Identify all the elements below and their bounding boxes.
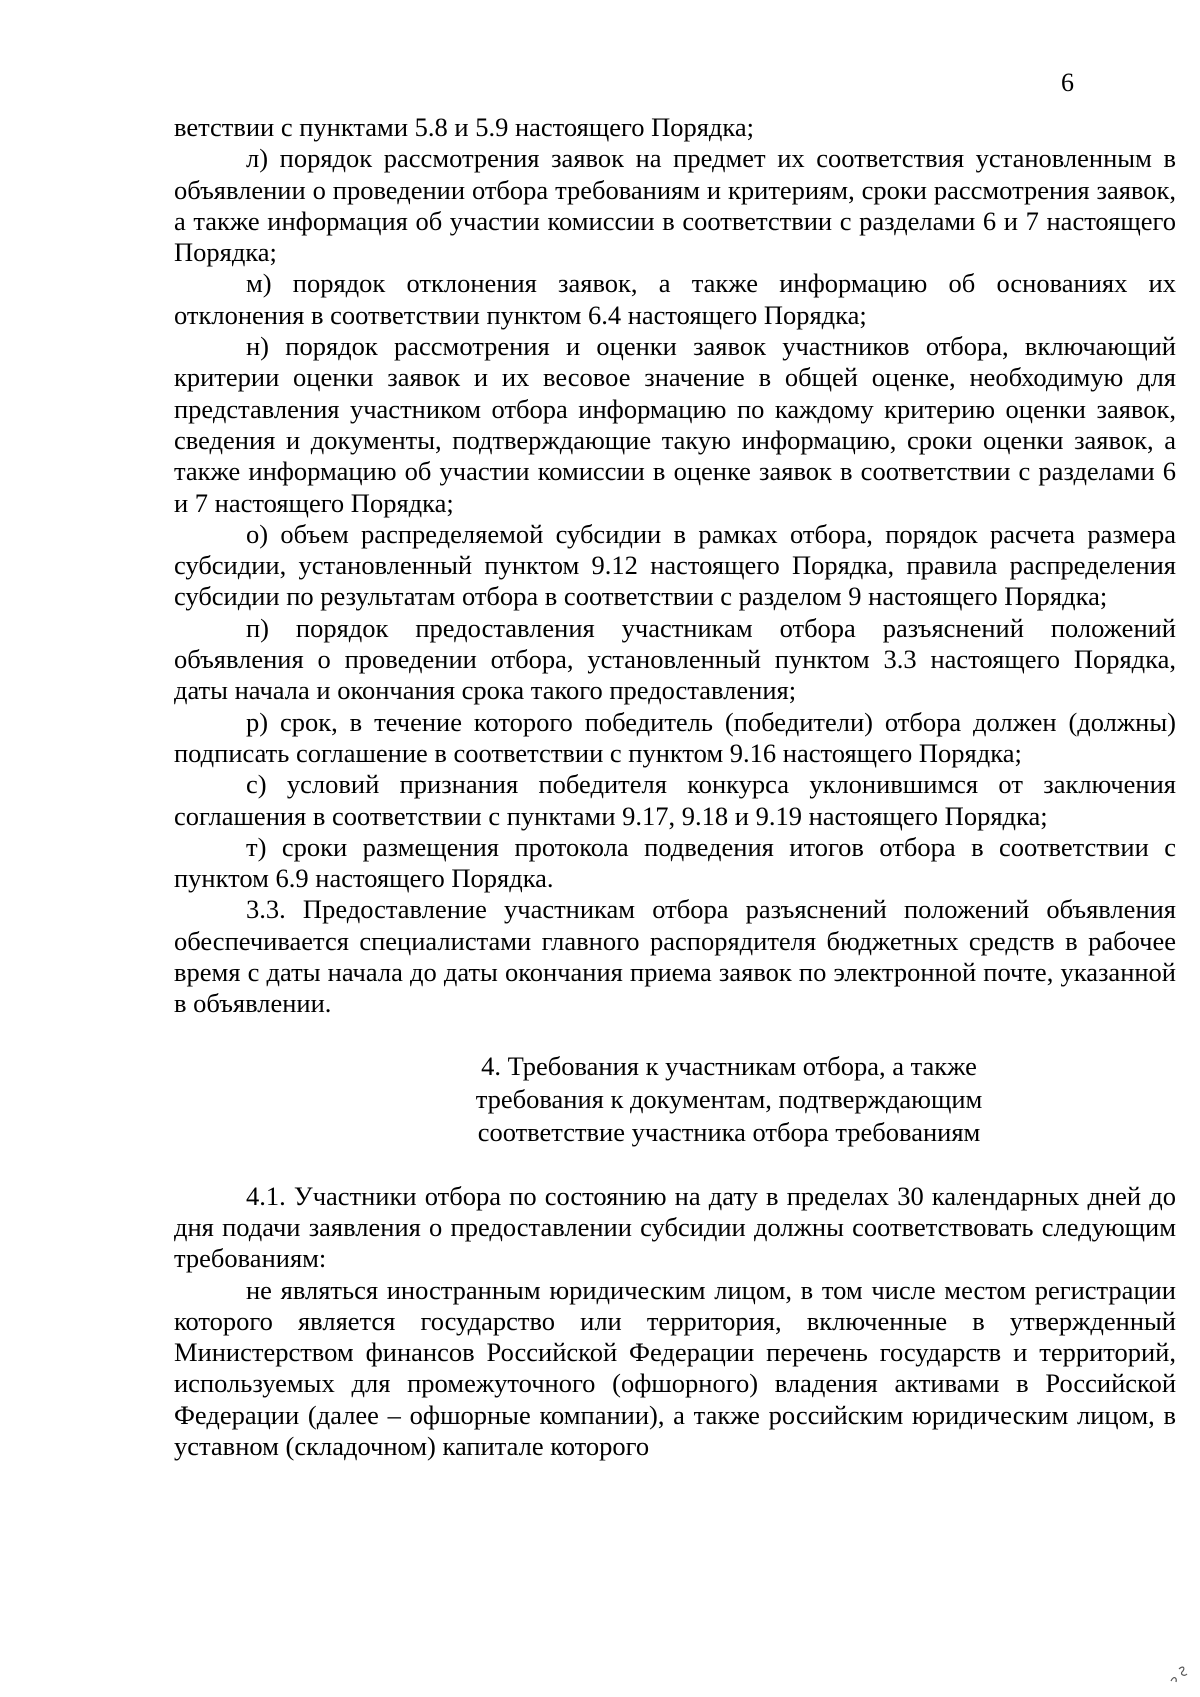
paragraph-item-o: о) объем распределяемой субсидии в рамках отбора, порядок расчета размера субсидии, установленный пунктом 9.12 настоящего Порядка, правила распределения субсидии по результатам отбора в соответствии с разделом 9 настоящего Порядка; [174, 518, 1176, 612]
paragraph-4-1: 4.1. Участники отбора по состоянию на дату в пределах 30 календарных дней до дня подачи заявления о предоставлении субсидии должны соответствовать следующим требованиям: [174, 1180, 1176, 1274]
paragraph-item-r: р) срок, в течение которого победитель (победители) отбора должен (должны) подписать соглашение в соответствии с пунктом 9.16 настоящего Порядка; [174, 706, 1176, 768]
paragraph-item-l: л) порядок рассмотрения заявок на предмет их соответствия установленным в объявлении о проведении отбора требованиям и критериям, сроки рассмотрения заявок, а также информация об участии комиссии в соответствии с разделами 6 и 7 настоящего Порядка; [174, 143, 1176, 268]
paragraph-3-3: 3.3. Предоставление участникам отбора разъяснений положений объявления обеспечивается специалистами главного распорядителя бюджетных средств в рабочее время с даты начала до даты окончания приема заявок по электронной почте, указанной в объявлении. [174, 894, 1176, 1019]
section-heading-line: требования к документам, подтверждающим [475, 1083, 983, 1114]
handwritten-mark-icon [1168, 1661, 1190, 1685]
paragraph-item-n: н) порядок рассмотрения и оценки заявок участников отбора, включающий критерии оценки заявок и их весовое значение в общей оценке, необходимую для представления участником отбора информацию по каждому критерию оценки заявок, сведения и документы, подтверждающие такую информацию, сроки оценки заявок, а также информацию об участии комиссии в оценке заявок в соответствии с разделами 6 и 7 настоящего Порядка; [174, 331, 1176, 518]
section-heading-line: 4. Требования к участникам отбора, а также [481, 1050, 977, 1081]
document-body [174, 112, 1176, 1462]
paragraph-item-t: т) сроки размещения протокола подведения итогов отбора в соответствии с пунктом 6.9 настоящего Порядка. [174, 831, 1176, 894]
paragraph-continuation: ветствии с пунктами 5.8 и 5.9 настоящего Порядка; [174, 112, 754, 142]
page-number: 6 [1061, 68, 1074, 97]
paragraph-item-m: м) порядок отклонения заявок, а также информацию об основаниях их отклонения в соответствии пунктом 6.4 настоящего Порядка; [174, 268, 1176, 330]
paragraph-item-p: п) порядок предоставления участникам отбора разъяснений положений объявления о проведении отбора, установленный пунктом 3.3 настоящего Порядка, даты начала и окончания срока такого предоставления; [174, 612, 1176, 706]
section-heading-line: соответствие участника отбора требованиям [477, 1116, 981, 1147]
section-heading [174, 1050, 1176, 1149]
paragraph-requirement: не являться иностранным юридическим лицом, в том числе местом регистрации которого является государство или территория, включенные в утвержденный Министерством финансов Российской Федерации перечень государств и территорий, используемых для промежуточного (офшорного) владения активами в Российской Федерации (далее – офшорные компании), а также российским юридическим лицом, в уставном (складочном) капитале которого [174, 1274, 1176, 1461]
paragraph-item-s: с) условий признания победителя конкурса уклонившимся от заключения соглашения в соответствии с пунктами 9.17, 9.18 и 9.19 настоящего Порядка; [174, 769, 1176, 831]
